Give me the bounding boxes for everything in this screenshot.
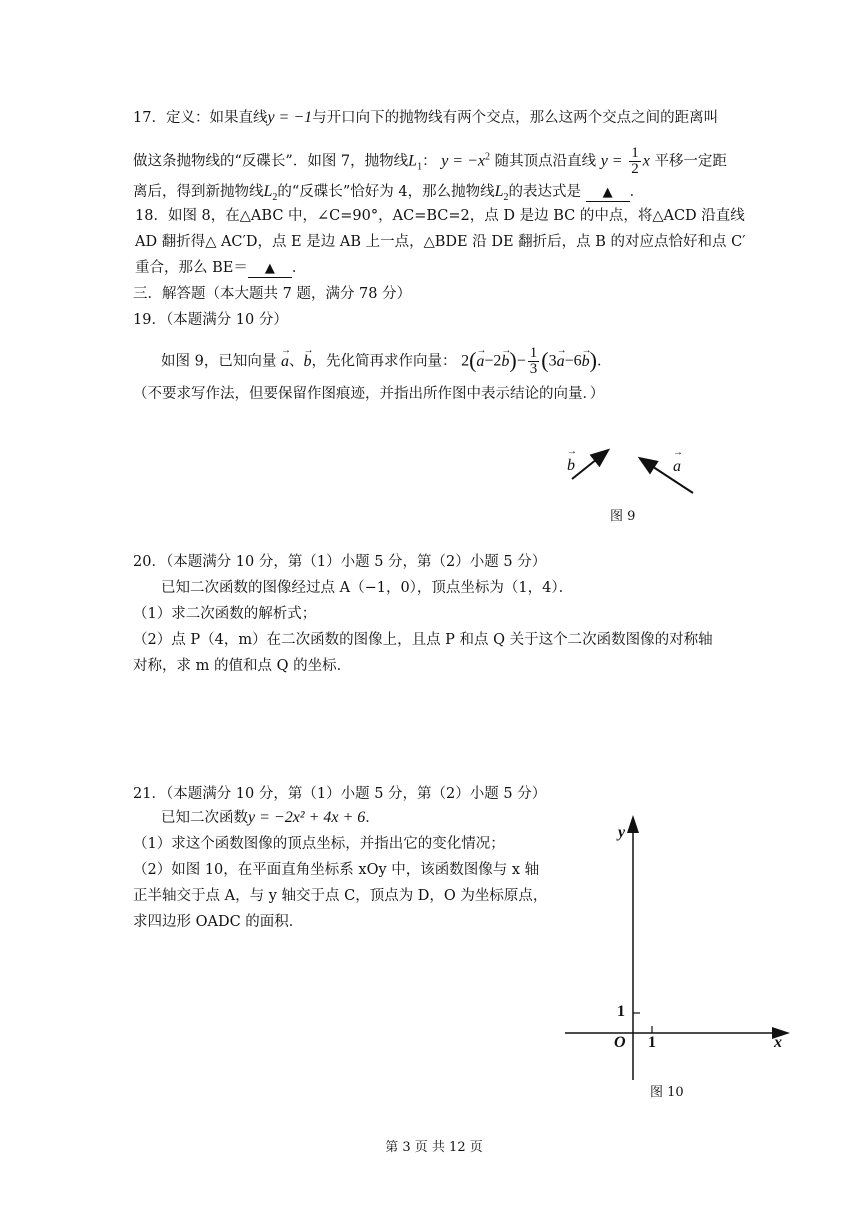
q17-text-3b: 的“反碟长”恰好为 4，那么抛物线 xyxy=(277,184,495,200)
q21-line-2: （1）求这个函数图像的顶点坐标，并指出它的变化情况； xyxy=(133,836,505,852)
q17-l2-b: L xyxy=(494,183,504,200)
q21-line-4: 正半轴交于点 A，与 y 轴交于点 C，顶点为 D，O 为坐标原点， xyxy=(133,888,548,904)
q19-text-b: ，先化简再求作向量： xyxy=(311,353,457,370)
q19-note: （不要求写作法，但要保留作图痕迹，并指出所作图中表示结论的向量．） xyxy=(133,386,605,402)
q17-text-2b: 随其顶点沿直线 xyxy=(494,153,597,170)
q18-answer-blank[interactable]: ▲ xyxy=(248,261,292,278)
q21-text-1a: 已知二次函数 xyxy=(161,810,248,826)
q18-line-1: 18．如图 8，在△ABC 中，∠C=90°，AC=BC=2，点 D 是边 BC 的中点，将△ACD 沿直线 xyxy=(135,208,745,224)
q17-eq-line: y = −1 xyxy=(267,109,313,126)
q17-text-2c: 平移一定距 xyxy=(654,153,727,170)
q21-header: 21．（本题满分 10 分，第（1）小题 5 分，第（2）小题 5 分） xyxy=(133,786,547,802)
q17-eq-parabola: y = −x xyxy=(441,152,485,170)
fig9-label-b: → b xyxy=(567,457,575,475)
q17-text-3c: 的表达式是 xyxy=(508,184,581,200)
q20-line-2: （1）求二次函数的解析式； xyxy=(133,606,317,622)
q19-frac-den: 3 xyxy=(529,361,538,377)
q19-expr-a2: → a xyxy=(557,352,565,372)
q19-minus-1: − xyxy=(484,352,494,370)
section-3-title: 三．解答题（本大题共 7 题，满分 78 分） xyxy=(133,286,412,302)
q17-frac-den: 2 xyxy=(631,161,639,177)
q18-text-3a: 重合，那么 BE＝ xyxy=(135,260,248,276)
q20-header: 20．（本题满分 10 分，第（1）小题 5 分，第（2）小题 5 分） xyxy=(133,554,547,570)
q21-line-5: 求四边形 OADC 的面积． xyxy=(133,914,304,930)
q19-frac-num: 1 xyxy=(529,345,538,361)
q19-vector-a: → a xyxy=(281,352,289,372)
q21-text-1b: ． xyxy=(365,810,380,826)
q19-coef-2: 2 xyxy=(461,352,470,370)
q17-frac-num: 1 xyxy=(631,145,639,161)
fig10-label-tick-y: 1 xyxy=(617,1003,625,1020)
q19-expr-b2: → b xyxy=(582,352,590,372)
fig9-caption: 图 9 xyxy=(610,509,636,524)
q17-l1: L xyxy=(408,152,418,170)
q18-line-2: AD 翻折得△ AC′D，点 E 是边 AB 上一点，△BDE 沿 DE 翻折后，点 B 的对应点恰好和点 C′ xyxy=(135,234,746,250)
q19-minus-3: − xyxy=(564,352,574,370)
q17-eq-y: y = xyxy=(600,152,623,170)
q17-text-2a: 做这条抛物线的“反碟长”．如图 7，抛物线 xyxy=(133,153,409,170)
q18-text-3b: ． xyxy=(291,260,307,276)
q19-header: 19．（本题满分 10 分） xyxy=(133,312,288,328)
q19-minus-2: − xyxy=(516,352,526,370)
q17-l2-sub-b: 2 xyxy=(503,191,509,203)
q17-l2: L xyxy=(263,183,273,200)
fig10-label-origin: O xyxy=(614,1034,626,1051)
q17-text-3d: ． xyxy=(629,184,645,200)
q21-equation: y = −2x² + 4x + 6 xyxy=(248,809,366,826)
q19-coef-2b: 2 xyxy=(493,352,502,370)
q20-line-4: 对称，求 m 的值和点 Q 的坐标． xyxy=(133,658,352,674)
fig9-label-a: → a xyxy=(673,458,681,476)
page-footer: 第 3 页 共 12 页 xyxy=(385,1140,483,1155)
q17-square: 2 xyxy=(484,151,490,163)
q20-line-1: 已知二次函数的图像经过点 A（−1，0），顶点坐标为（1，4）． xyxy=(161,580,574,596)
q19-line-1: 如图 9，已知向量 → a、→ b，先化简再求作向量： 2(→ a−2→ b)− $\frac{1}{3}$ (3→ a−6→ b)． xyxy=(161,346,611,377)
fig10-label-x: x xyxy=(774,1034,782,1051)
q17-l2-sub: 2 xyxy=(272,191,278,203)
q21-line-3: （2）如图 10，在平面直角坐标系 xOy 中，该函数图像与 x 轴 xyxy=(133,862,540,878)
q19-coef-6: 6 xyxy=(573,352,582,370)
q17-l1-sub: 1 xyxy=(417,161,423,173)
q19-text-a: 如图 9，已知向量 xyxy=(161,353,277,370)
q17-text-1a: 17．定义：如果直线 xyxy=(133,110,268,126)
q20-line-3: （2）点 P（4，m）在二次函数的图像上，且点 P 和点 Q 关于这个二次函数图像的对称轴 xyxy=(133,632,713,648)
q19-period: ． xyxy=(596,353,612,370)
q19-sep: 、 xyxy=(288,353,304,370)
fig10-label-y: y xyxy=(618,824,626,841)
q17-text-1b: 与开口向下的抛物线有两个交点，那么这两个交点之间的距离叫 xyxy=(312,110,719,126)
q17-eq-x: x xyxy=(642,152,650,170)
fig10-label-tick-x: 1 xyxy=(648,1034,656,1051)
q19-coef-3: 3 xyxy=(548,352,557,370)
q19-expr-b1: → b xyxy=(501,352,509,372)
q17-text-3a: 离后，得到新抛物线 xyxy=(133,184,264,200)
q19-expr-a1: → a xyxy=(476,352,484,372)
q17-colon: ： xyxy=(422,153,437,170)
q19-vector-b: → b xyxy=(303,352,311,372)
q17-answer-blank[interactable]: ▲ xyxy=(586,185,630,202)
fig10-caption: 图 10 xyxy=(650,1085,684,1100)
